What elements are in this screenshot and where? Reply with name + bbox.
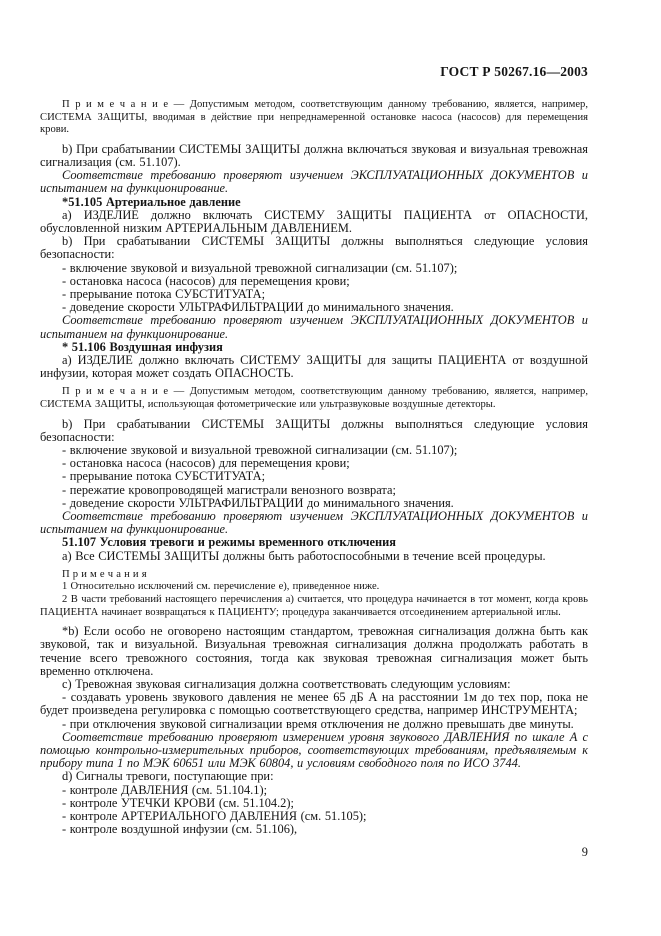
- list-item: - создавать уровень звукового давления не менее 65 дБ А на расстоянии 1м до тех пор, пока не будет произведена регулировка с помощью соответствующего средства, например ИНСТРУМЕНТА;: [40, 690, 588, 718]
- section-heading: 51.107 Условия тревоги и режимы временного отключения: [62, 535, 396, 550]
- list-item: - контроле АРТЕРИАЛЬНОГО ДАВЛЕНИЯ (см. 51.105);: [62, 809, 367, 824]
- body-paragraph: b) При срабатывании СИСТЕМЫ ЗАЩИТЫ должны выполняться следующие условия безопасности:: [40, 416, 588, 444]
- list-item: - доведение скорости УЛЬТРАФИЛЬТРАЦИИ до минимального значения.: [62, 300, 454, 315]
- list-item: - контроле воздушной инфузии (см. 51.106),: [62, 822, 298, 837]
- list-item: - включение звуковой и визуальной тревожной сигнализации (см. 51.107);: [62, 260, 458, 275]
- section-heading: * 51.106 Воздушная инфузия: [62, 339, 223, 354]
- body-paragraph: c) Тревожная звуковая сигнализация должна соответствовать следующим условиям:: [62, 677, 511, 692]
- body-paragraph: a) Все СИСТЕМЫ ЗАЩИТЫ должны быть работоспособными в течение всей процедуры.: [62, 548, 546, 563]
- note-paragraph: П р и м е ч а н и е — Допустимым методом, соответствующим данному требованию, является, например, СИСТЕМА ЗАЩИТЫ, использующая фотометрические или ультразвуковые воздушные детекторы.: [40, 386, 588, 411]
- note-paragraph: 1 Относительно исключений см. перечисление е), приведенное ниже.: [62, 581, 380, 593]
- list-item: - прерывание потока СУБСТИТУАТА;: [62, 287, 266, 302]
- page-number: 9: [581, 845, 588, 859]
- body-paragraph: *b) Если особо не оговорено настоящим стандартом, тревожная сигнализация должна быть как звуковой, так и визуальной. Визуальная тревожная сигнализация должна продолжать работать в течение всего тревожного состояния, тогда как звуковая тревожная сигнализация может быть временно отключена.: [40, 624, 588, 678]
- compliance-statement: Соответствие требованию проверяют изучением ЭКСПЛУАТАЦИОННЫХ ДОКУМЕНТОВ и испытанием на функционирование.: [40, 509, 588, 537]
- list-item: - контроле УТЕЧКИ КРОВИ (см. 51.104.2);: [62, 795, 294, 810]
- standard-number: ГОСТ Р 50267.16—2003: [440, 64, 588, 79]
- body-paragraph: b) При срабатывании СИСТЕМЫ ЗАЩИТЫ должна включаться звуковая и визуальная тревожная сигнализация (см. 51.107).: [40, 141, 588, 169]
- compliance-statement: Соответствие требованию проверяют измерением уровня звукового ДАВЛЕНИЯ по шкале А с помощью контрольно-измерительных приборов, соответствующих требованиям, предъявляемым к прибору типа 1 по МЭК 60651 или МЭК 60804, и условиям свободного поля по ИСО 3744.: [40, 729, 588, 771]
- compliance-statement: Соответствие требованию проверяют изучением ЭКСПЛУАТАЦИОННЫХ ДОКУМЕНТОВ и испытанием на функционирование.: [40, 313, 588, 341]
- body-paragraph: a) ИЗДЕЛИЕ должно включать СИСТЕМУ ЗАЩИТЫ для защиты ПАЦИЕНТА от воздушной инфузии, которая может создать ОПАСНОСТЬ.: [40, 353, 588, 381]
- list-item: - при отключения звуковой сигнализации время отключения не должно превышать две минуты.: [62, 716, 574, 731]
- list-item: - контроле ДАВЛЕНИЯ (см. 51.104.1);: [62, 782, 268, 797]
- list-item: - пережатие кровопроводящей магистрали венозного возврата;: [62, 482, 396, 497]
- body-paragraph: d) Сигналы тревоги, поступающие при:: [62, 769, 274, 784]
- note-paragraph: П р и м е ч а н и е — Допустимым методом, соответствующим данному требованию, является, например, СИСТЕМА ЗАЩИТЫ, вводимая в действие при непреднамеренной остановке насоса (насосов) для перемещения крови.: [40, 99, 588, 136]
- body-paragraph: b) При срабатывании СИСТЕМЫ ЗАЩИТЫ должны выполняться следующие условия безопасности:: [40, 234, 588, 262]
- list-item: - остановка насоса (насосов) для перемещения крови;: [62, 273, 350, 288]
- section-heading: *51.105 Артериальное давление: [62, 194, 241, 209]
- list-item: - остановка насоса (насосов) для перемещения крови;: [62, 456, 350, 471]
- page-header: [40, 64, 588, 80]
- list-item: - включение звуковой и визуальной тревожной сигнализации (см. 51.107);: [62, 443, 458, 458]
- list-item: - доведение скорости УЛЬТРАФИЛЬТРАЦИИ до минимального значения.: [62, 495, 454, 510]
- document-body: [40, 93, 588, 836]
- list-item: - прерывание потока СУБСТИТУАТА;: [62, 469, 266, 484]
- note-paragraph: 2 В части требований настоящего перечисления а) считается, что процедура начинается в тот момент, когда кровь ПАЦИЕНТА начинает возвращаться к ПАЦИЕНТУ; процедура заканчивается отсоединением артериальной иглы.: [40, 594, 588, 618]
- note-paragraph: П р и м е ч а н и я: [62, 568, 147, 580]
- compliance-statement: Соответствие требованию проверяют изучением ЭКСПЛУАТАЦИОННЫХ ДОКУМЕНТОВ и испытанием на функционирование.: [40, 168, 588, 196]
- page-footer: [40, 845, 588, 860]
- body-paragraph: a) ИЗДЕЛИЕ должно включать СИСТЕМУ ЗАЩИТЫ ПАЦИЕНТА от ОПАСНОСТИ, обусловленной низким АРТЕРИАЛЬНЫМ ДАВЛЕНИЕМ.: [40, 207, 588, 235]
